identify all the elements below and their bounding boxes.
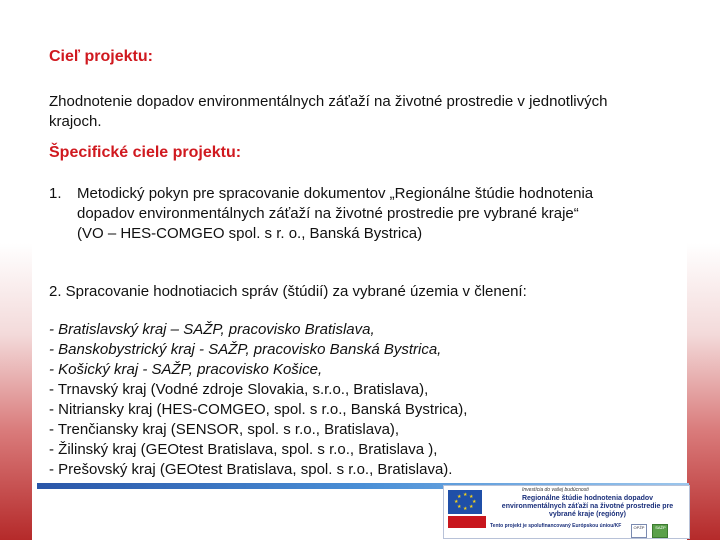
- objective-item-1-number: 1.: [49, 185, 62, 202]
- region-item: - Banskobystrický kraj - SAŽP, pracovisko Banská Bystrica,: [49, 341, 442, 358]
- region-item: - Trnavský kraj (Vodné zdroje Slovakia, s.r.o., Bratislava),: [49, 381, 429, 398]
- region-item: - Košický kraj - SAŽP, pracovisko Košice,: [49, 361, 323, 378]
- project-footer-banner: [443, 485, 690, 539]
- region-item: - Žilinský kraj (GEOtest Bratislava, spol. s r.o., Bratislava ),: [49, 441, 438, 458]
- region-item: - Trenčiansky kraj (SENSOR, spol. s r.o., Bratislava),: [49, 421, 400, 438]
- objective-item-1: [49, 184, 649, 244]
- opzp-logo-icon: OPŽP: [631, 524, 647, 538]
- region-item: - Prešovský kraj (GEOtest Bratislava, spol. s r.o., Bratislava).: [49, 461, 453, 478]
- specific-heading: Špecifické ciele projektu:: [49, 144, 242, 161]
- eu-flag-icon: ★ ★ ★ ★ ★ ★ ★ ★: [448, 490, 482, 514]
- goal-heading: Cieľ projektu:: [49, 48, 153, 65]
- sazp-logo-icon: SAŽP: [652, 524, 668, 538]
- goal-text: Zhodnotenie dopadov environmentálnych záťaží na životné prostredie v jednotlivých krajoch.: [49, 93, 608, 130]
- region-item: - Nitriansky kraj (HES-COMGEO, spol. s r.o., Banská Bystrica),: [49, 401, 468, 418]
- objective-item-1-org: (VO – HES-COMGEO spol. s r. o., Banská Bystrica): [77, 225, 423, 242]
- region-item: - Bratislavský kraj – SAŽP, pracovisko Bratislava,: [49, 321, 375, 338]
- red-strip-decoration: [448, 516, 486, 528]
- footer-tagline: Investícia do vašej budúcnosti: [522, 487, 589, 493]
- objective-item-1-text: Metodický pokyn pre spracovanie dokumentov „Regionálne štúdie hodnotenia dopadov environmentálnych záťaží na životné prostredie pre vybrané kraje“: [77, 185, 594, 222]
- footer-project-title: Regionálne štúdie hodnotenia dopadov environmentálnych záťaží na životné prostredie pre vybrané kraje (regióny): [501, 495, 674, 518]
- partner-logos: [630, 516, 668, 538]
- regions-list: [49, 320, 649, 480]
- footer-funding-note: Tento projekt je spolufinancovaný Európskou úniou/KF: [490, 523, 622, 529]
- objective-item-2: 2. Spracovanie hodnotiacich správ (štúdií) za vybrané územia v členení:: [49, 283, 527, 300]
